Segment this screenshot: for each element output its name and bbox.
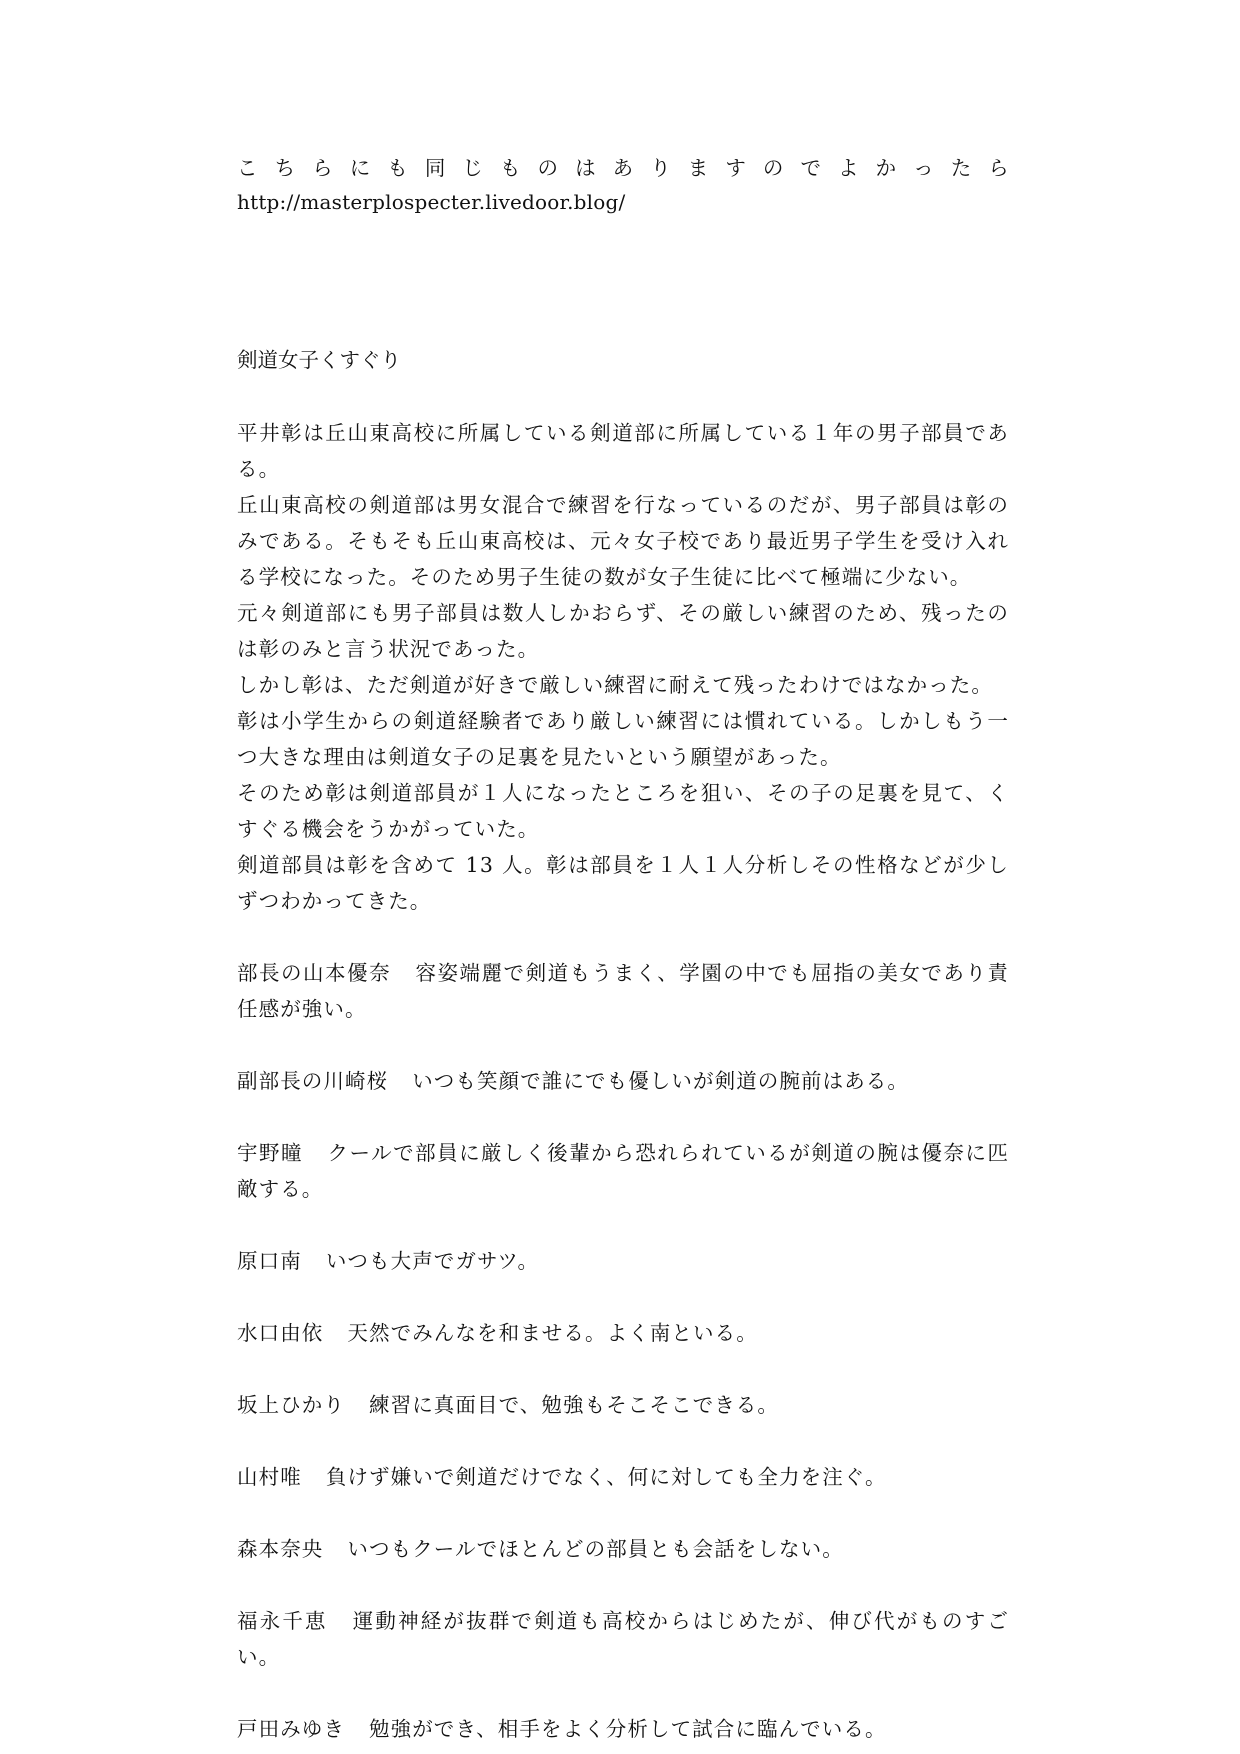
header-notice-char: ら <box>312 156 333 180</box>
header-notice-char: も <box>499 156 521 180</box>
story-intro <box>237 415 1009 919</box>
member-name: 水口由依 <box>237 1321 324 1345</box>
header-notice-char: も <box>387 156 408 180</box>
header-notice-char: た <box>950 156 972 180</box>
header-notice-char: じ <box>462 156 483 180</box>
story-paragraph: 剣道部員は彰を含めて 13 人。彰は部員を１人１人分析しその性格などが少しずつわかってきた。 <box>237 853 1009 913</box>
member-name: 坂上ひかり <box>237 1393 345 1417</box>
story-paragraph: 丘山東高校の剣道部は男女混合で練習を行なっているのだが、男子部員は彰のみである。そもそも丘山東高校は、元々女子校であり最近男子学生を受け入れる学校になった。そのため男子生徒の数が女子生徒に比べて極端に少ない。 <box>237 493 1009 589</box>
member-name: 森本奈央 <box>237 1537 324 1561</box>
member-desc: いつも笑顔で誰にでも優しいが剣道の腕前はある。 <box>412 1069 910 1093</box>
header-notice-char: ま <box>687 156 709 180</box>
member-entry <box>237 1603 1009 1675</box>
story-paragraph: そのため彰は剣道部員が１人になったところを狙い、その子の足裏を見て、くすぐる機会をうかがっていた。 <box>237 781 1009 841</box>
member-entry <box>237 1243 1009 1279</box>
member-name: 山村唯 <box>237 1465 302 1489</box>
member-desc: 天然でみんなを和ませる。よく南といる。 <box>347 1321 758 1345</box>
header-notice-char: こ <box>237 156 258 180</box>
member-entry <box>237 1711 1009 1747</box>
member-desc: いつもクールでほとんどの部員とも会話をしない。 <box>347 1537 844 1561</box>
member-entry <box>237 1315 1009 1351</box>
member-name: 戸田みゆき <box>237 1717 345 1741</box>
header-notice-char: ち <box>274 156 296 180</box>
member-entry <box>237 955 1009 1027</box>
member-desc: 容姿端麗で剣道もうまく、学園の中でも屈指の美女であり責任感が強い。 <box>237 961 1009 1021</box>
member-name: 副部長の川崎桜 <box>237 1069 389 1093</box>
story-title: 剣道女子くすぐり <box>237 348 401 372</box>
member-entry <box>237 1387 1009 1423</box>
header-notice-char: ら <box>988 156 1009 180</box>
member-entry <box>237 1531 1009 1567</box>
member-name: 福永千恵 <box>237 1609 328 1633</box>
header-notice-char: 同 <box>424 156 446 180</box>
header-notice-char: す <box>725 156 746 180</box>
member-entry <box>237 1063 1009 1099</box>
member-name: 宇野瞳 <box>237 1141 304 1165</box>
header-notice-char: っ <box>913 156 934 180</box>
member-name: 部長の山本優奈 <box>237 961 392 985</box>
story-paragraph: 元々剣道部にも男子部員は数人しかおらず、その厳しい練習のため、残ったのは彰のみと言う状況であった。 <box>237 601 1009 661</box>
member-desc: 負けず嫌いで剣道だけでなく、何に対しても全力を注ぐ。 <box>325 1465 887 1489</box>
header-notice-char: り <box>650 156 671 180</box>
blog-url[interactable]: http://masterplospecter.livedoor.blog/ <box>237 190 626 214</box>
member-name: 原口南 <box>237 1249 302 1273</box>
member-entry <box>237 1135 1009 1207</box>
member-desc: いつも大声でガサツ。 <box>325 1249 540 1273</box>
header-notice <box>237 150 1009 186</box>
header-notice-char: は <box>575 156 596 180</box>
header-notice-char: か <box>875 156 897 180</box>
header-notice-char: よ <box>838 156 859 180</box>
header-notice-char: の <box>762 156 784 180</box>
header-notice-char: に <box>349 156 371 180</box>
document-page <box>237 150 1009 1747</box>
member-desc: 運動神経が抜群で剣道も高校からはじめたが、伸び代がものすごい。 <box>237 1609 1009 1669</box>
story-paragraph: しかし彰は、ただ剣道が好きで厳しい練習に耐えて残ったわけではなかった。 <box>237 673 993 697</box>
member-list <box>237 955 1009 1747</box>
member-desc: 練習に真面目で、勉強もそこそこできる。 <box>369 1393 779 1417</box>
member-desc: 勉強ができ、相手をよく分析して試合に臨んでいる。 <box>369 1717 887 1741</box>
header-notice-char: あ <box>612 156 634 180</box>
story-paragraph: 彰は小学生からの剣道経験者であり厳しい練習には慣れている。しかしもう一つ大きな理由は剣道女子の足裏を見たいという願望があった。 <box>237 709 1009 769</box>
story-paragraph: 平井彰は丘山東高校に所属している剣道部に所属している１年の男子部員である。 <box>237 421 1009 481</box>
header-notice-char: の <box>537 156 558 180</box>
header-notice-char: で <box>800 156 821 180</box>
member-desc: クールで部員に厳しく後輩から恐れられているが剣道の腕は優奈に匹敵する。 <box>237 1141 1009 1201</box>
member-entry <box>237 1459 1009 1495</box>
